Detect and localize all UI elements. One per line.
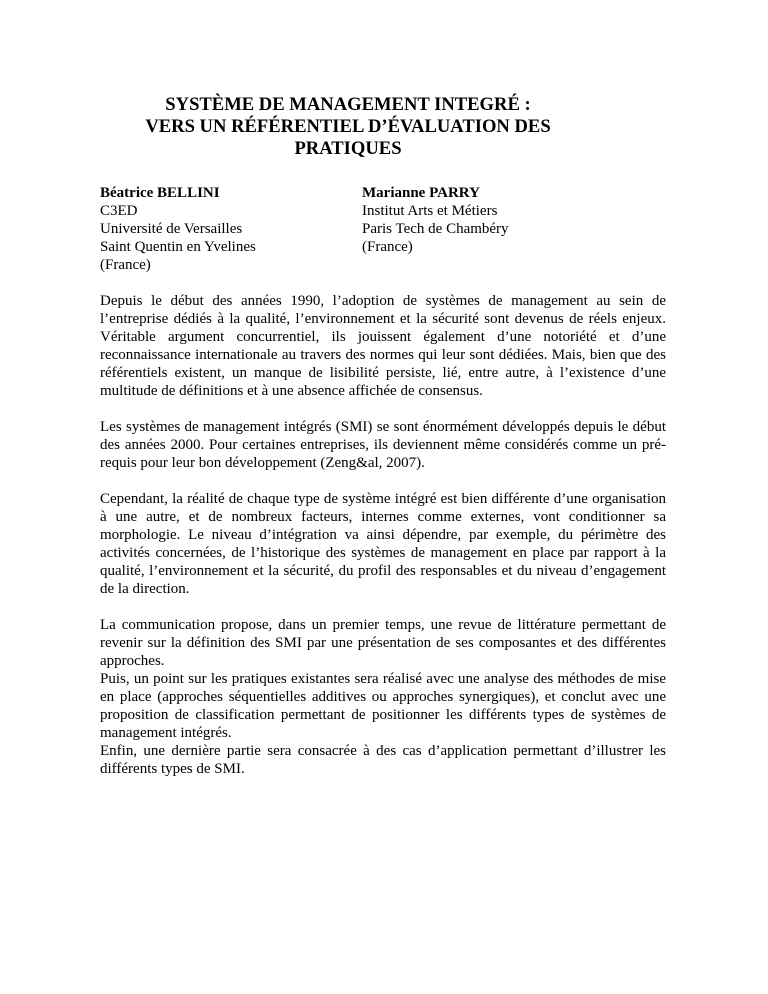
author-name: Béatrice BELLINI [100, 185, 220, 201]
body-paragraph: Enfin, une dernière partie sera consacrée à des cas d’application permettant d’illustrer les différents types de SMI. [100, 743, 666, 777]
author-affiliation-line: Paris Tech de Chambéry [362, 221, 509, 237]
author-affiliation-line: (France) [362, 239, 413, 255]
title-line: PRATIQUES [294, 138, 402, 159]
author-affiliation-line: (France) [100, 257, 151, 273]
page-title [100, 94, 596, 160]
title-line: VERS UN RÉFÉRENTIEL D’ÉVALUATION DES [145, 116, 551, 137]
author-affiliation-line: C3ED [100, 203, 138, 219]
body-paragraph: Les systèmes de management intégrés (SMI) se sont énormément développés depuis le début des années 2000. Pour certaines entreprises, ils deviennent même considérés comme un pré-requis pour leur bon développement (Zeng&al, 2007). [100, 419, 666, 471]
abstract-body [100, 292, 666, 778]
body-paragraph: Depuis le début des années 1990, l’adoption de systèmes de management au sein de l’entreprise dédiés à la qualité, l’environnement et la sécurité sont devenus de réels enjeux. Véritable argument concurrentiel, ils jouissent également d’une notoriété et d’une reconnaissance internationale au travers des normes qui leur sont dédiées. Mais, bien que des référentiels existent, un manque de lisibilité persiste, lié, entre autre, à l’existence d’une multitude de définitions et à une absence affichée de consensus. [100, 293, 666, 399]
author-block-bellini [100, 184, 256, 274]
author-block-parry [362, 184, 509, 256]
author-affiliation-line: Institut Arts et Métiers [362, 203, 498, 219]
title-line: SYSTÈME DE MANAGEMENT INTEGRÉ : [165, 94, 531, 115]
body-paragraph: Puis, un point sur les pratiques existantes sera réalisé avec une analyse des méthodes de mise en place (approches séquentielles additives ou approches synergiques), et conclut avec une proposition de classification permettant de positionner les différents types de systèmes de management intégrés. [100, 671, 666, 741]
body-paragraph: Cependant, la réalité de chaque type de système intégré est bien différente d’une organisation à une autre, et de nombreux facteurs, internes comme externes, vont conditionner sa morphologie. Le niveau d’intégration va ainsi dépendre, par exemple, du périmètre des activités concernées, de l’historique des systèmes de management en place par rapport à la qualité, l’environnement et la sécurité, du profil des responsables et du niveau d’engagement de la direction. [100, 491, 666, 597]
author-affiliation-line: Saint Quentin en Yvelines [100, 239, 256, 255]
author-affiliation-line: Université de Versailles [100, 221, 243, 237]
author-name: Marianne PARRY [362, 185, 480, 201]
body-paragraph: La communication propose, dans un premier temps, une revue de littérature permettant de revenir sur la définition des SMI par une présentation de ses composantes et des différentes approches. [100, 617, 666, 669]
